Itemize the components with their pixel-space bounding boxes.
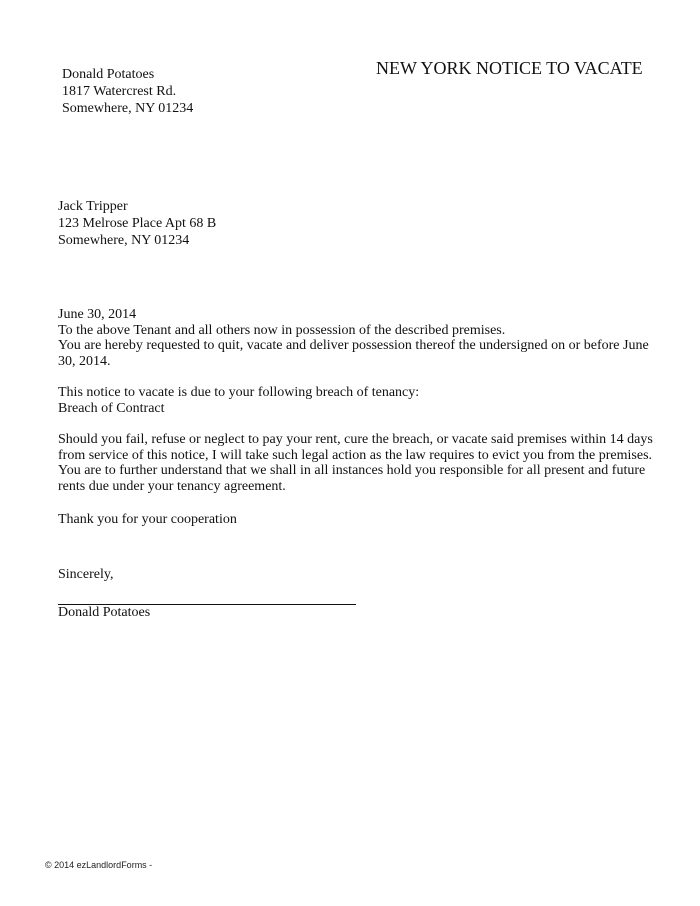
sender-city: Somewhere, NY 01234 xyxy=(62,101,194,116)
thanks-text: Thank you for your cooperation xyxy=(58,512,237,527)
text-line: To the above Tenant and all others now in possession of the described premises. xyxy=(58,322,506,338)
recipient-city: Somewhere, NY 01234 xyxy=(58,233,190,248)
signature-name: Donald Potatoes xyxy=(58,605,151,620)
sender-address xyxy=(62,66,193,117)
notice-paragraph xyxy=(58,307,649,369)
document-title: NEW YORK NOTICE TO VACATE xyxy=(376,58,643,78)
notice-date: June 30, 2014 xyxy=(58,307,137,322)
consequence-paragraph xyxy=(58,432,653,494)
text-line: 30, 2014. xyxy=(58,353,111,369)
footer-copyright: © 2014 ezLandlordForms - xyxy=(45,860,153,870)
recipient-address xyxy=(58,198,216,249)
recipient-name: Jack Tripper xyxy=(58,199,128,214)
text-line: This notice to vacate is due to your following breach of tenancy: xyxy=(58,385,420,400)
text-line: You are hereby requested to quit, vacate and deliver possession thereof the undersigned on or before June xyxy=(58,338,649,354)
closing-text: Sincerely, xyxy=(58,567,114,582)
text-line: You are to further understand that we shall in all instances hold you responsible for all present and future xyxy=(58,463,646,479)
text-line: Should you fail, refuse or neglect to pay your rent, cure the breach, or vacate said premises within 14 days xyxy=(58,432,653,447)
text-line: rents due under your tenancy agreement. xyxy=(58,478,286,494)
breach-paragraph xyxy=(58,385,419,416)
sender-name: Donald Potatoes xyxy=(62,67,155,82)
recipient-street: 123 Melrose Place Apt 68 B xyxy=(58,216,217,231)
sender-street: 1817 Watercrest Rd. xyxy=(62,84,177,99)
breach-reason: Breach of Contract xyxy=(58,400,165,416)
text-line: from service of this notice, I will take such legal action as the law requires to evict you from the premises. xyxy=(58,447,653,463)
